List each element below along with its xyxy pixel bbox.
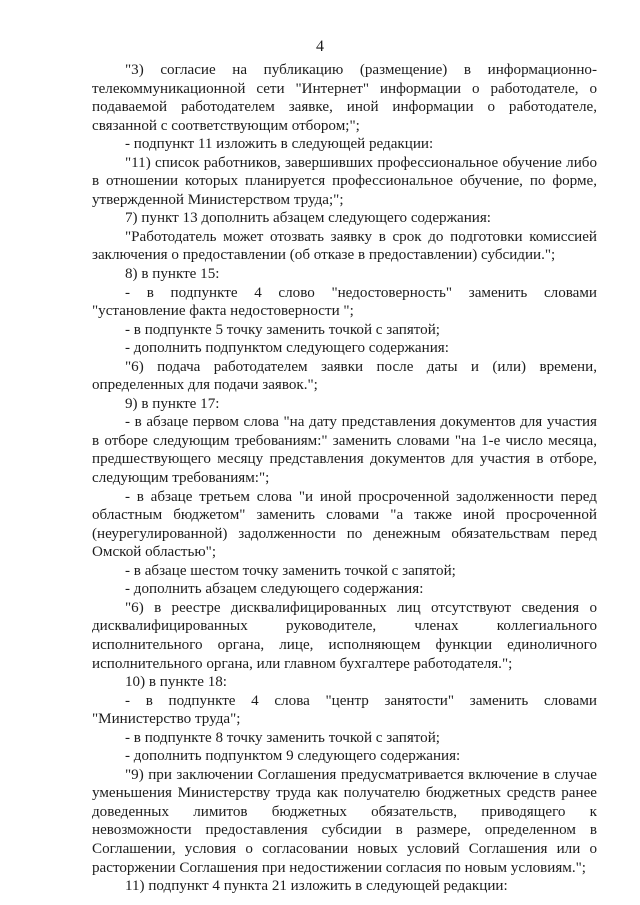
paragraph: - в абзаце первом слова "на дату представления документов для участия в отборе следующим требованиям:" заменить словами "на 1-е число месяца, предшествующего месяцу представления документов для участия в отборе, следующим требованиям:";	[92, 414, 597, 487]
paragraph: "11) список работников, завершивших профессиональное обучение либо в отношении которых планируется профессиональное обучение, по форме, утвержденной Министерством труда;";	[92, 154, 597, 208]
paragraph: - в абзаце третьем слова "и иной просроченной задолженности перед областным бюджетом" заменить словами "а также иной просроченной (неурегулированной) задолженности по денежным обязательствам перед Омской областью";	[92, 488, 597, 561]
paragraph: "6) в реестре дисквалифицированных лиц отсутствуют сведения о дисквалифицированных руководителе, членах коллегиального исполнительного органа, лице, исполняющем функции единоличного исполнительного органа, или главном бухгалтере работодателя.";	[92, 599, 597, 672]
paragraph: "3) согласие на публикацию (размещение) в информационно-телекоммуникационной сети "Интернет" информации о работодателе, о подаваемой работодателем заявке, иной информации о работодателе, связанной с соответствующим отбором;";	[92, 62, 597, 134]
document-body	[92, 61, 597, 896]
paragraph: 11) подпункт 4 пункта 21 изложить в следующей редакции:	[125, 878, 508, 895]
paragraph: 10) в пункте 18:	[125, 674, 227, 691]
paragraph: - дополнить подпунктом следующего содержания:	[125, 340, 449, 357]
paragraph: - в подпункте 8 точку заменить точкой с запятой;	[125, 729, 440, 746]
paragraph: 7) пункт 13 дополнить абзацем следующего содержания:	[125, 210, 492, 227]
paragraph: "Работодатель может отозвать заявку в срок до подготовки комиссией заключения о предоставлении (об отказе в предоставлении) субсидии.";	[92, 228, 597, 264]
paragraph: - в подпункте 4 слово "недостоверность" заменить словами "установление факта недостоверности ";	[92, 284, 597, 320]
paragraph: - подпункт 11 изложить в следующей редакции:	[125, 136, 434, 153]
paragraph: - в подпункте 5 точку заменить точкой с запятой;	[125, 321, 440, 338]
paragraph: "9) при заключении Соглашения предусматривается включение в случае уменьшения Министерству труда как получателю бюджетных средств ранее доведенных лимитов бюджетных обязательств, приводящего к невозможности предоставления субсидии в размере, определенном в Соглашении, условия о согласовании новых условий Соглашения или о расторжении Соглашения при недостижении согласия по новым условиям.";	[92, 766, 597, 876]
page-number: 4	[316, 38, 324, 55]
paragraph: - дополнить подпунктом 9 следующего содержания:	[125, 748, 461, 765]
paragraph: "6) подача работодателем заявки после даты и (или) времени, определенных для подачи заявок.";	[92, 358, 597, 394]
paragraph: 8) в пункте 15:	[125, 266, 220, 283]
paragraph: - в подпункте 4 слова "центр занятости" заменить словами "Министерство труда";	[92, 692, 597, 728]
paragraph: 9) в пункте 17:	[125, 395, 220, 412]
paragraph: - дополнить абзацем следующего содержания:	[125, 581, 424, 598]
paragraph: - в абзаце шестом точку заменить точкой с запятой;	[125, 562, 456, 579]
